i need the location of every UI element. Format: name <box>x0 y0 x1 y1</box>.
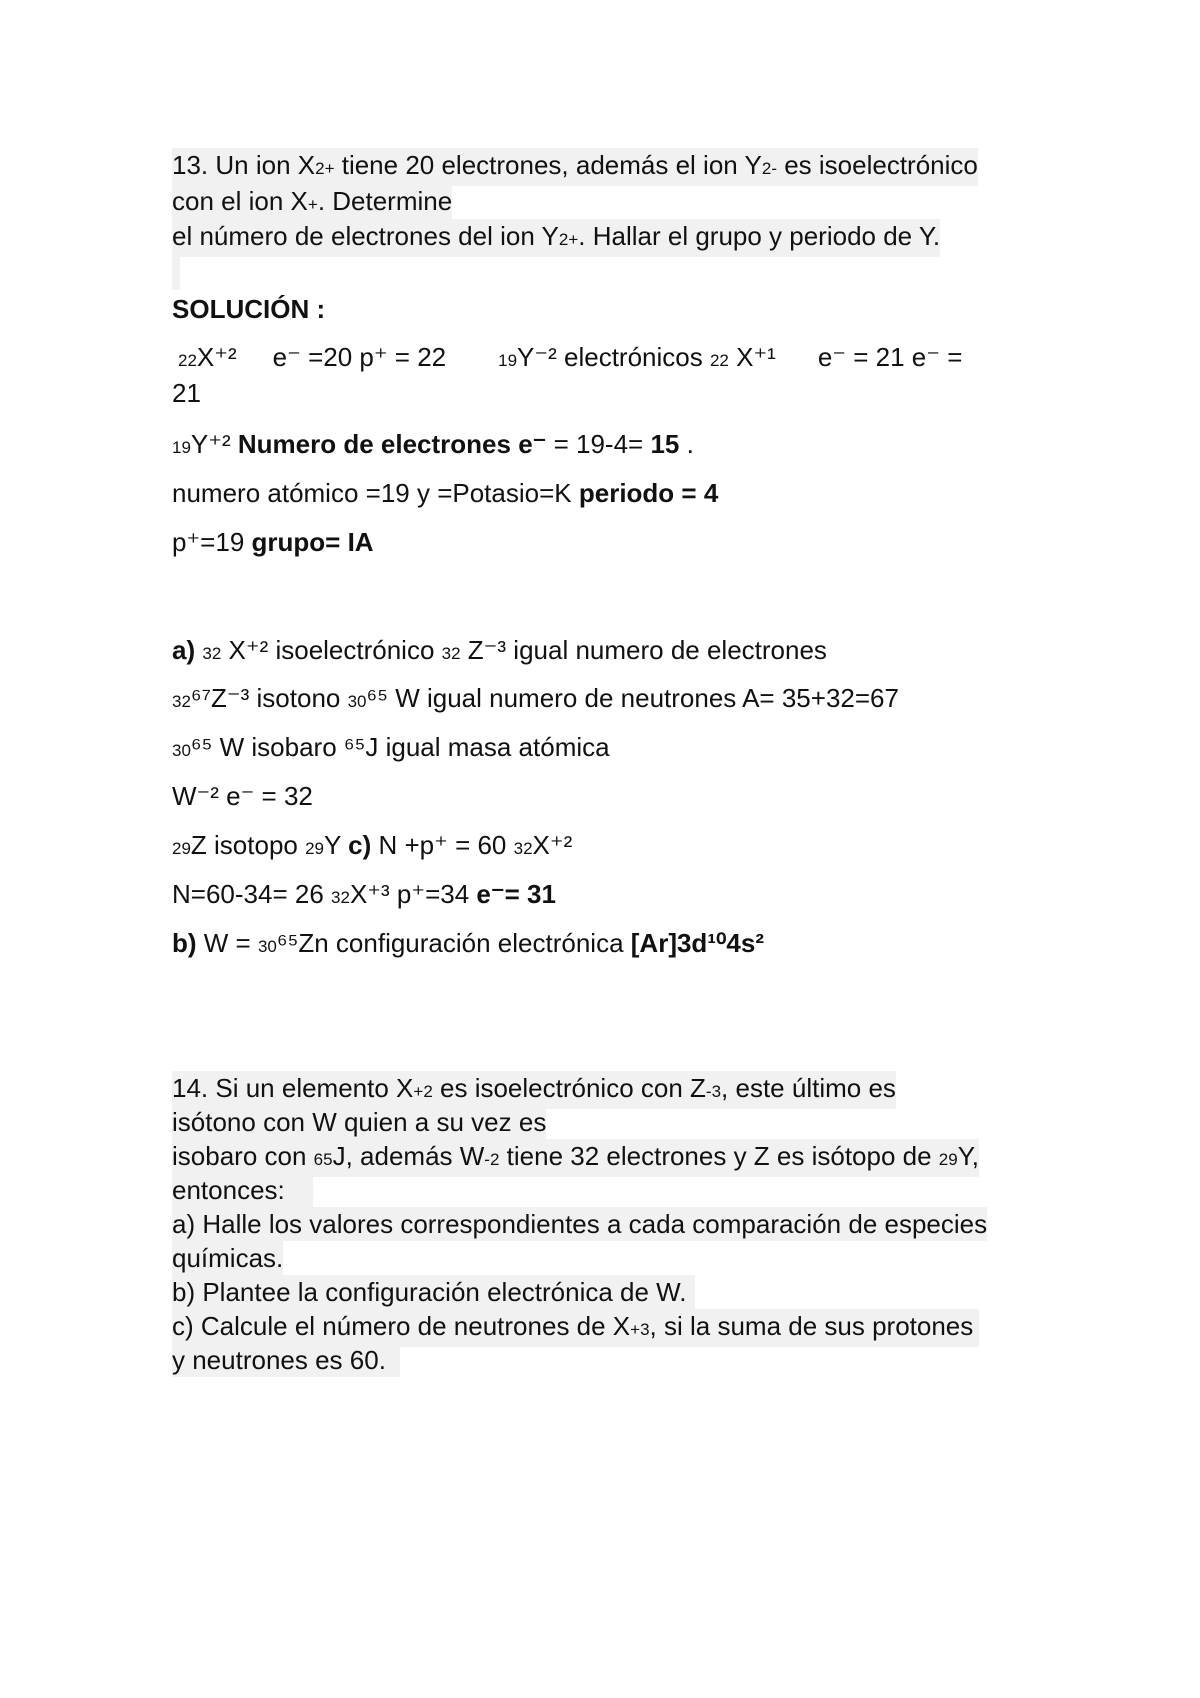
problem-14-line-6: químicas. <box>172 1243 284 1273</box>
answer-a-line-4: W⁻² e⁻ = 32 <box>172 781 313 811</box>
answer-a-line-2: 32⁶⁷Z⁻³ isotono 30⁶⁵ W igual numero de neutrones A= 35+32=67 <box>172 683 899 713</box>
solution-row-4: p⁺=19 grupo= IA <box>172 527 374 557</box>
problem-14-line-8: c) Calcule el número de neutrones de X+3, si la suma de sus protones <box>172 1309 979 1347</box>
problem-14-line-9: y neutrones es 60. <box>172 1343 400 1377</box>
answer-a-line-3: 30⁶⁵ W isobaro ⁶⁵J igual masa atómica <box>172 732 610 762</box>
problem-13-line-1: 13. Un ion X2+ tiene 20 electrones, además el ion Y2- es isoelectrónico <box>172 148 978 186</box>
problem-number: 13. <box>172 150 209 180</box>
problem-13-line-3: el número de electrones del ion Y2+. Hallar el grupo y periodo de Y. <box>172 219 940 257</box>
problem-13-line-2: con el ion X+. Determine <box>172 184 452 222</box>
solution-title: SOLUCIÓN : <box>172 294 326 324</box>
solution-row-2: 19Y⁺² Numero de electrones e⁻ = 19-4= 15 . <box>172 429 694 459</box>
problem-14-line-2: isótono con W quien a su vez es <box>172 1107 547 1137</box>
solution-row-1b: 21 <box>172 378 201 408</box>
answer-a-line-6: N=60-34= 26 32X⁺³ p⁺=34 e⁻= 31 <box>172 879 556 909</box>
answer-a-line-1: a) 32 X⁺² isoelectrónico 32 Z⁻³ igual numero de electrones <box>172 635 827 665</box>
problem-14-line-5: a) Halle los valores correspondientes a cada comparación de especies <box>172 1209 988 1239</box>
solution-row-3: numero atómico =19 y =Potasio=K periodo = 4 <box>172 478 719 508</box>
problem-14-line-7: b) Plantee la configuración electrónica de W. <box>172 1275 695 1309</box>
answer-b-line: b) W = 30⁶⁵Zn configuración electrónica [Ar]3d¹⁰4s² <box>172 928 764 958</box>
solution-row-1: 22X⁺² e⁻ =20 p⁺ = 22 19Y⁻² electrónicos 22 X⁺¹ e⁻ = 21 e⁻ = <box>178 342 963 372</box>
problem-14-line-4: entonces: <box>172 1173 313 1207</box>
problem-14-line-1: 14. Si un elemento X+2 es isoelectrónico con Z-3, este último es <box>172 1071 896 1109</box>
answer-a-line-5: 29Z isotopo 29Y c) N +p⁺ = 60 32X⁺² <box>172 830 573 860</box>
empty-line <box>172 256 180 290</box>
problem-14-line-3: isobaro con 65J, además W-2 tiene 32 electrones y Z es isótopo de 29Y, <box>172 1139 979 1177</box>
